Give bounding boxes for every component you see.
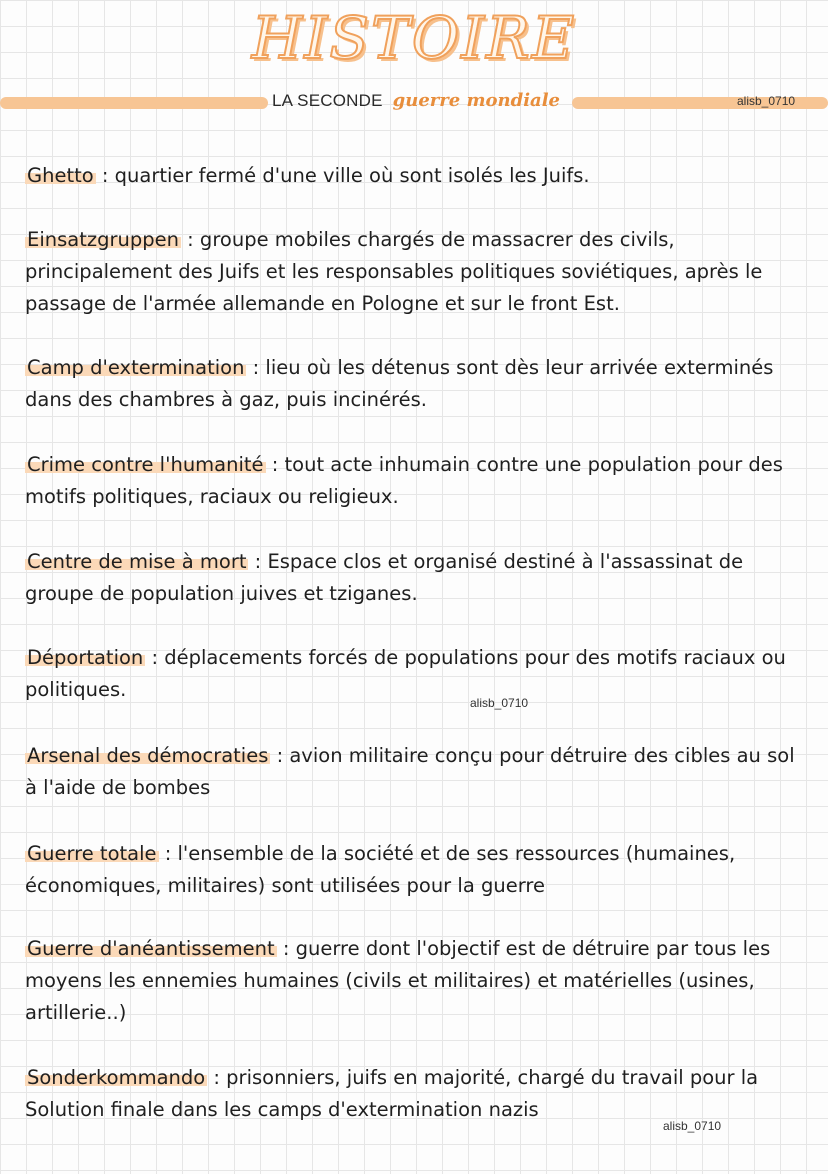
term: Guerre totale — [27, 842, 157, 865]
definition-ghetto — [25, 160, 805, 192]
term: Ghetto — [27, 164, 94, 187]
definition: : quartier fermé d'une ville où sont isolés les Juifs. — [95, 164, 590, 187]
term: Déportation — [27, 646, 144, 669]
definition: : prisonniers, juifs en majorité, chargé du travail pour la Solution finale dans les camps d'extermination nazis — [25, 1066, 759, 1121]
page-title: HISTOIRE — [251, 4, 577, 72]
definition: : tout acte inhumain contre une population pour des motifs politiques, raciaux ou religieux. — [25, 453, 783, 508]
term: Camp d'extermination — [27, 356, 245, 379]
author-handle: alisb_0710 — [737, 94, 796, 108]
subtitle-script: guerre mondiale — [392, 90, 560, 111]
definition-centre-mise-a-mort — [25, 546, 805, 610]
definition: : guerre dont l'objectif est de détruire par tous les moyens les ennemies humaines (civils et militaires) et matérielles (usines, artillerie..) — [25, 937, 771, 1024]
subtitle — [272, 90, 568, 116]
definition: : déplacements forcés de populations pour des motifs raciaux ou politiques. — [25, 646, 786, 701]
header-bar-left — [0, 97, 268, 109]
definition-sonderkommando — [25, 1062, 805, 1126]
term: Einsatzgruppen — [27, 228, 179, 251]
subtitle-plain: LA SECONDE — [272, 91, 383, 110]
term: Guerre d'anéantissement — [27, 937, 275, 960]
definition-einsatzgruppen — [25, 224, 805, 320]
term: Sonderkommando — [27, 1066, 206, 1089]
definition: : groupe mobiles chargés de massacrer des civils, principalement des Juifs et les responsables politiques soviétiques, après le passage de l'armée allemande en Pologne et sur le front Est. — [25, 228, 763, 315]
watermark: alisb_0710 — [663, 1119, 722, 1133]
term: Arsenal des démocraties — [27, 744, 269, 767]
definition-arsenal-democraties — [25, 740, 805, 804]
definition-deportation — [25, 642, 805, 706]
definition-camp-extermination — [25, 352, 805, 416]
definition: : lieu où les détenus sont dès leur arrivée exterminés dans des chambres à gaz, puis incinérés. — [25, 356, 774, 411]
definition: : Espace clos et organisé destiné à l'assassinat de groupe de population juives et tziganes. — [25, 550, 744, 605]
definition: : avion militaire conçu pour détruire des cibles au sol à l'aide de bombes — [25, 744, 795, 799]
watermark: alisb_0710 — [470, 696, 529, 710]
term: Crime contre l'humanité — [27, 453, 264, 476]
term: Centre de mise à mort — [27, 550, 247, 573]
definition-crime-humanite — [25, 449, 805, 513]
definition-guerre-totale — [25, 838, 805, 902]
definition-guerre-aneantissement — [25, 933, 805, 1029]
definition: : l'ensemble de la société et de ses ressources (humaines, économiques, militaires) sont utilisées pour la guerre — [25, 842, 736, 897]
